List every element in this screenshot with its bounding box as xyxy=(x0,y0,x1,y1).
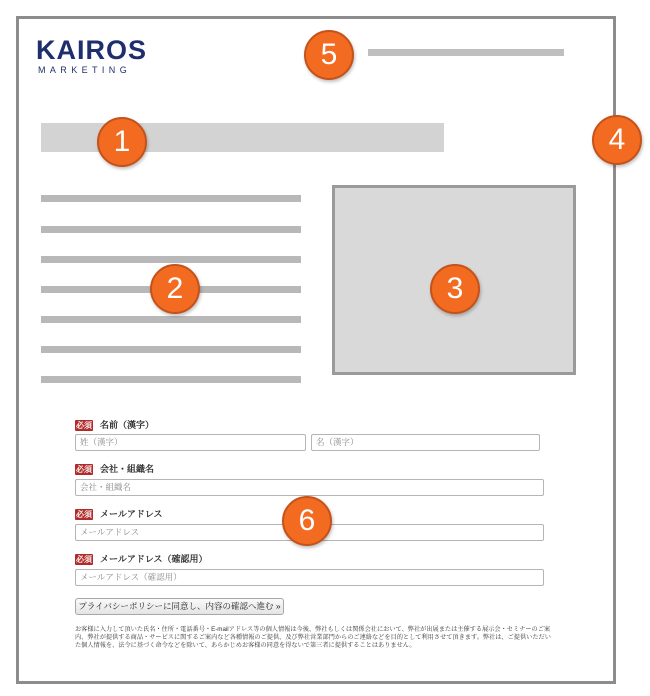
email-confirm-input[interactable]: メールアドレス（確認用） xyxy=(75,569,544,586)
privacy-notice: お客様に入力して頂いた氏名・住所・電話番号・E-mailアドレス等の個人情報は今後、弊社もしくは関係会社において、弊社が出展または主催する展示会・セミナーのご案内、弊社が提供する商品・サービスに関するご案内など各種情報のご提供、及び弊社営業部門からのご連絡などを目的として利用させて頂きます。弊社は、ご提供いただいた個人情報を、法令に基づく命令などを除いて、あらかじめお客様の同意を得ないで第三者に提供することはありません。 xyxy=(75,626,551,649)
company-input[interactable]: 会社・組織名 xyxy=(75,479,544,496)
required-badge: 必須 xyxy=(76,465,92,474)
first-name-input[interactable]: 名（漢字） xyxy=(311,434,540,451)
company-logo[interactable] xyxy=(36,37,147,75)
body-text-line xyxy=(41,316,301,323)
required-badge: 必須 xyxy=(76,555,92,564)
body-text-line xyxy=(41,195,301,202)
body-text-line xyxy=(41,346,301,353)
company-label: 会社・組織名 xyxy=(100,464,155,474)
logo-sub-text: MARKETING xyxy=(38,65,132,75)
email-input[interactable]: メールアドレス xyxy=(75,524,544,541)
required-badge: 必須 xyxy=(76,421,92,430)
last-name-input[interactable]: 姓（漢字） xyxy=(75,434,306,451)
email-confirm-label: メールアドレス（確認用） xyxy=(100,554,208,564)
marker-4: 4 xyxy=(592,115,642,165)
logo-main-text: KAIROS xyxy=(36,35,148,65)
body-text-line xyxy=(41,226,301,233)
marker-1: 1 xyxy=(97,117,147,167)
submit-button[interactable]: プライバシーポリシーに同意し、内容の確認へ進む » xyxy=(75,598,284,615)
marker-5: 5 xyxy=(304,30,354,80)
marker-3: 3 xyxy=(430,264,480,314)
header-text-placeholder xyxy=(368,49,564,56)
marker-2: 2 xyxy=(150,264,200,314)
email-label: メールアドレス xyxy=(100,509,163,519)
body-text-line xyxy=(41,256,301,263)
name-label: 名前（漢字） xyxy=(100,420,155,430)
marker-6: 6 xyxy=(282,496,332,546)
required-badge: 必須 xyxy=(76,510,92,519)
body-text-line xyxy=(41,376,301,383)
